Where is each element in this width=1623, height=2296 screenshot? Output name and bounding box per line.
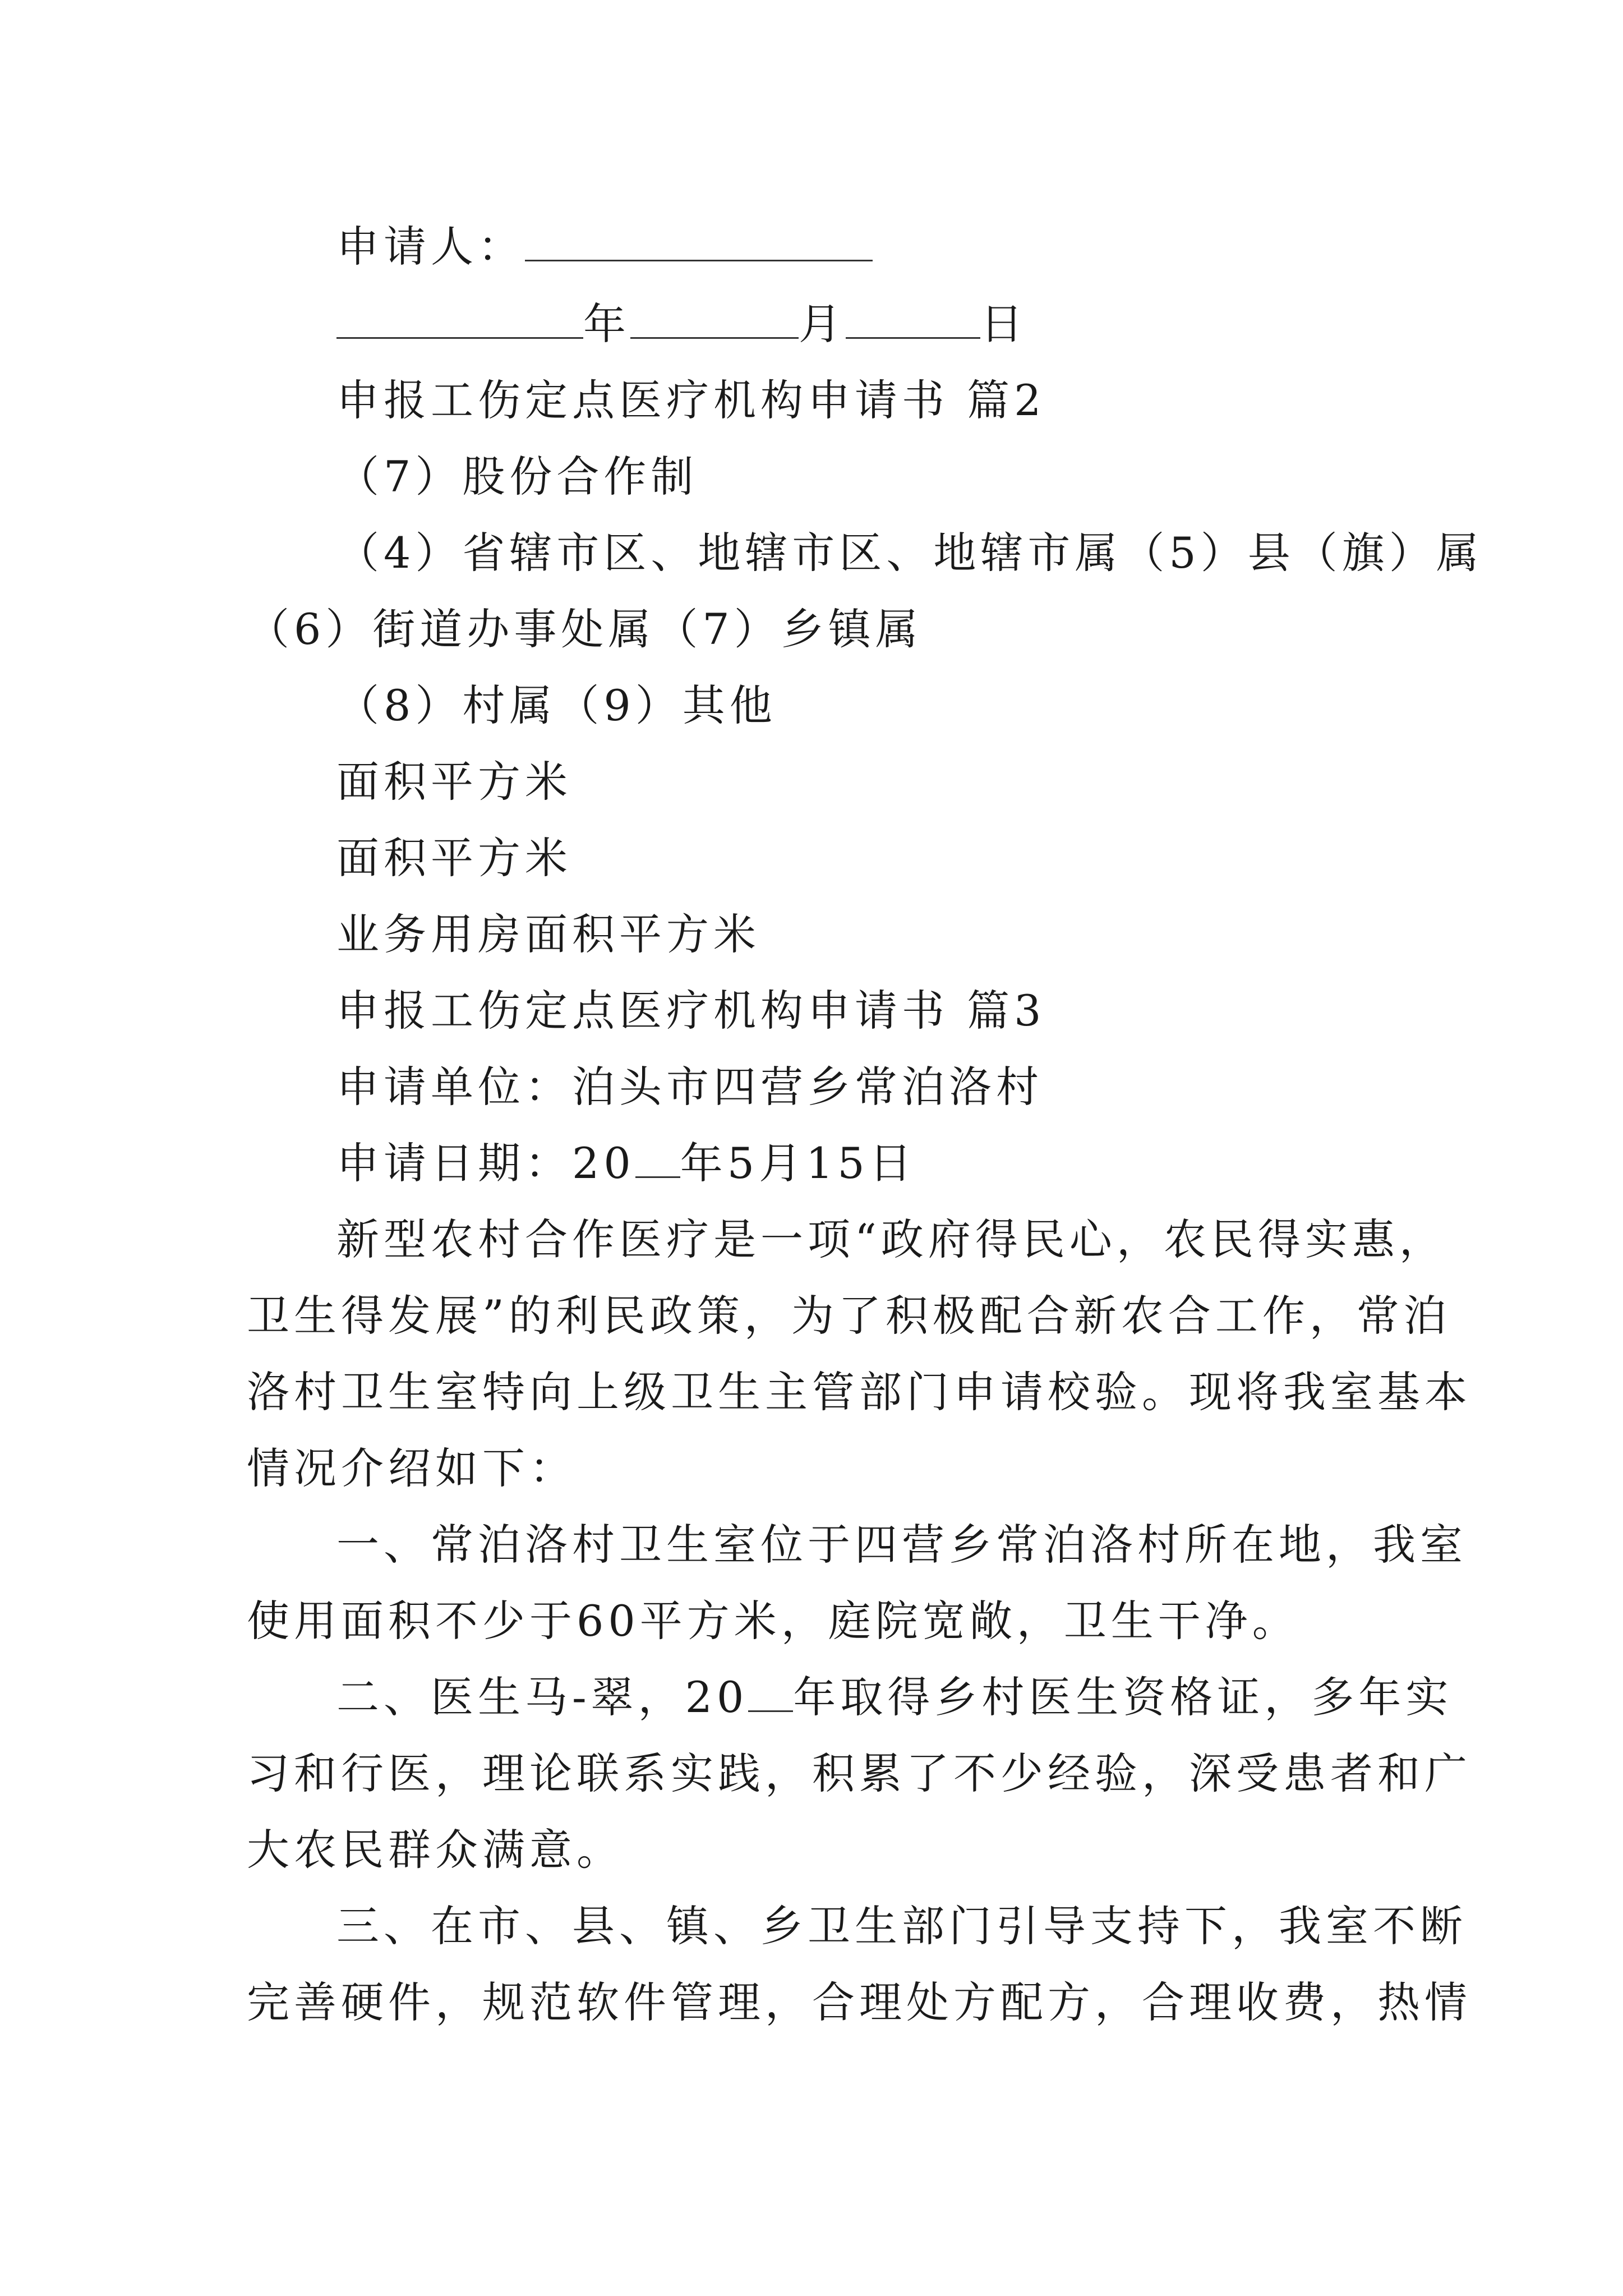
day-blank [846,298,980,339]
year-label: 年 [583,299,630,349]
shareholding-item: （7）股份合作制 [336,452,698,501]
area-line3: 业务用房面积平方米 [336,909,760,959]
para1-line4: 情况介绍如下： [247,1443,577,1493]
para1-line1: 新型农村合作医疗是一项“政府得民心，农民得实惠， [336,1214,1446,1264]
month-blank [630,298,799,339]
heading-part3: 申报工伤定点医疗机构申请书 篇3 [336,986,1046,1036]
applicant-label: 申请人： [336,222,525,272]
applicant-unit: 申请单位：泊头市四营乡常泊洛村 [336,1062,1043,1112]
para3-suffix: 年取得乡村医生资格证，多年实 [793,1672,1453,1722]
admin-affiliation-line3: （8）村属（9）其他 [336,680,777,730]
apply-year-blank [635,1137,680,1178]
heading-part2: 申报工伤定点医疗机构申请书 篇2 [336,375,1046,425]
para3-line2: 习和行医，理论联系实践，积累了不少经验，深受患者和广 [247,1749,1472,1798]
applicant-blank [525,220,873,261]
apply-date-line [336,1135,916,1191]
admin-affiliation-line2: （6）街道办事处属（7）乡镇属 [247,604,923,654]
year-blank [336,298,583,339]
apply-date-prefix: 申请日期：20 [336,1138,635,1188]
date-blank-line [336,296,1027,352]
apply-date-suffix: 年5月15日 [680,1138,916,1188]
para1-line2: 卫生得发展”的利民政策，为了积极配合新农合工作，常泊 [247,1291,1451,1341]
para4-line2: 完善硬件，规范软件管理，合理处方配方，合理收费，热情 [247,1977,1472,2027]
para1-line3: 洛村卫生室特向上级卫生主管部门申请校验。现将我室基本 [247,1367,1472,1417]
day-label: 日 [980,299,1027,349]
applicant-line [336,219,873,275]
para4-line1: 三、在市、县、镇、乡卫生部门引导支持下，我室不断 [336,1901,1467,1951]
para2-line1: 一、常泊洛村卫生室位于四营乡常泊洛村所在地，我室 [336,1520,1467,1570]
para3-line1 [336,1669,1453,1726]
cert-year-blank [748,1671,793,1712]
area-line2: 面积平方米 [336,833,572,883]
area-line1: 面积平方米 [336,757,572,807]
month-label: 月 [799,299,846,349]
para2-line2: 使用面积不少于60平方米，庭院宽敞，卫生干净。 [247,1596,1299,1646]
para3-line3: 大农民群众满意。 [247,1825,624,1875]
admin-affiliation-line1: （4）省辖市区、地辖市区、地辖市属（5）县（旗）属 [336,528,1483,578]
para3-prefix: 二、医生马-翠，20 [336,1672,749,1722]
